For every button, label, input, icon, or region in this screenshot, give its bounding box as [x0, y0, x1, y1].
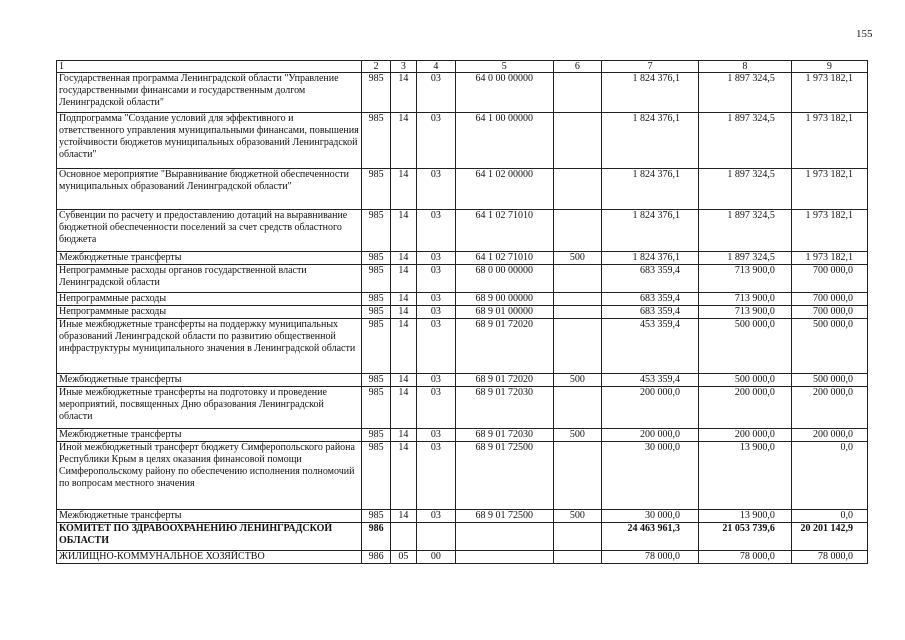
row-value-2-cell: 1 897 324,5 [698, 169, 791, 210]
row-value-1-cell: 30 000,0 [602, 442, 699, 510]
row-expense-type-cell [553, 442, 602, 510]
header-col-7: 7 [602, 61, 699, 73]
row-value-1-cell: 200 000,0 [602, 387, 699, 429]
row-name-cell: Государственная программа Ленинградской области "Управление государственными финансами и государственным долгом Ленинградской области" [57, 73, 362, 113]
table-row [57, 210, 868, 252]
row-value-1-cell: 78 000,0 [602, 551, 699, 564]
row-expense-type-cell [553, 293, 602, 306]
row-code-cell: 986 [362, 551, 390, 564]
row-value-2-cell: 500 000,0 [698, 374, 791, 387]
row-expense-type-cell: 500 [553, 429, 602, 442]
row-expense-type-cell [553, 169, 602, 210]
table-row [57, 293, 868, 306]
row-target-cell: 68 9 01 72030 [455, 387, 553, 429]
row-value-1-cell: 1 824 376,1 [602, 113, 699, 169]
row-code-cell: 985 [362, 73, 390, 113]
row-name-cell: Межбюджетные трансферты [57, 252, 362, 265]
row-value-1-cell: 1 824 376,1 [602, 210, 699, 252]
row-value-3-cell: 500 000,0 [791, 374, 867, 387]
row-target-cell [455, 551, 553, 564]
row-target-cell: 68 9 01 00000 [455, 306, 553, 319]
row-value-2-cell: 713 900,0 [698, 306, 791, 319]
row-target-cell: 64 1 02 00000 [455, 169, 553, 210]
table-row [57, 442, 868, 510]
row-expense-type-cell [553, 265, 602, 293]
row-value-3-cell: 700 000,0 [791, 265, 867, 293]
row-expense-type-cell [553, 73, 602, 113]
row-name-cell: Основное мероприятие "Выравнивание бюджетной обеспеченности муниципальных образований Ленинградской области" [57, 169, 362, 210]
row-name-cell: Межбюджетные трансферты [57, 374, 362, 387]
table-row [57, 523, 868, 551]
row-name-cell: Непрограммные расходы [57, 306, 362, 319]
row-code-cell: 985 [362, 169, 390, 210]
table-row [57, 169, 868, 210]
row-target-cell: 68 9 01 72030 [455, 429, 553, 442]
row-value-3-cell: 20 201 142,9 [791, 523, 867, 551]
row-subsection-cell: 03 [416, 319, 455, 374]
row-target-cell: 68 9 00 00000 [455, 293, 553, 306]
row-section-cell [390, 523, 416, 551]
row-subsection-cell: 03 [416, 510, 455, 523]
row-subsection-cell: 03 [416, 387, 455, 429]
row-target-cell: 68 9 01 72500 [455, 442, 553, 510]
row-section-cell: 05 [390, 551, 416, 564]
row-code-cell: 985 [362, 252, 390, 265]
header-col-8: 8 [698, 61, 791, 73]
row-value-3-cell: 1 973 182,1 [791, 252, 867, 265]
row-value-2-cell: 78 000,0 [698, 551, 791, 564]
row-name-cell: Субвенции по расчету и предоставлению дотаций на выравнивание бюджетной обеспеченности поселений за счет средств областного бюджета [57, 210, 362, 252]
row-section-cell: 14 [390, 265, 416, 293]
row-section-cell: 14 [390, 252, 416, 265]
row-target-cell [455, 523, 553, 551]
row-section-cell: 14 [390, 113, 416, 169]
row-value-1-cell: 683 359,4 [602, 265, 699, 293]
header-col-4: 4 [416, 61, 455, 73]
row-value-3-cell: 200 000,0 [791, 429, 867, 442]
table-row [57, 252, 868, 265]
row-value-3-cell: 0,0 [791, 442, 867, 510]
row-code-cell: 985 [362, 306, 390, 319]
row-subsection-cell: 03 [416, 306, 455, 319]
table-row [57, 319, 868, 374]
budget-table [56, 60, 868, 564]
row-value-1-cell: 453 359,4 [602, 319, 699, 374]
row-subsection-cell: 03 [416, 293, 455, 306]
row-code-cell: 985 [362, 319, 390, 374]
row-value-2-cell: 1 897 324,5 [698, 210, 791, 252]
row-expense-type-cell: 500 [553, 374, 602, 387]
row-subsection-cell: 03 [416, 252, 455, 265]
row-subsection-cell: 03 [416, 429, 455, 442]
row-value-3-cell: 500 000,0 [791, 319, 867, 374]
table-row [57, 374, 868, 387]
row-value-3-cell: 1 973 182,1 [791, 210, 867, 252]
row-value-1-cell: 200 000,0 [602, 429, 699, 442]
header-col-6: 6 [553, 61, 602, 73]
row-value-1-cell: 30 000,0 [602, 510, 699, 523]
row-value-3-cell: 78 000,0 [791, 551, 867, 564]
row-target-cell: 64 1 02 71010 [455, 252, 553, 265]
table-row [57, 551, 868, 564]
row-name-cell: Иные межбюджетные трансферты на поддержку муниципальных образований Ленинградской области по развитию общественной инфраструктуры муниципального значения в Ленинградской области [57, 319, 362, 374]
row-section-cell: 14 [390, 319, 416, 374]
table-row [57, 510, 868, 523]
header-col-1: 1 [57, 61, 362, 73]
row-value-1-cell: 683 359,4 [602, 306, 699, 319]
row-name-cell: Непрограммные расходы органов государственной власти Ленинградской области [57, 265, 362, 293]
row-expense-type-cell: 500 [553, 510, 602, 523]
row-section-cell: 14 [390, 73, 416, 113]
row-subsection-cell: 03 [416, 113, 455, 169]
row-value-2-cell: 1 897 324,5 [698, 73, 791, 113]
row-expense-type-cell [553, 387, 602, 429]
row-value-1-cell: 1 824 376,1 [602, 169, 699, 210]
row-expense-type-cell [553, 551, 602, 564]
table-row [57, 265, 868, 293]
row-expense-type-cell: 500 [553, 252, 602, 265]
row-value-2-cell: 500 000,0 [698, 319, 791, 374]
table-row [57, 429, 868, 442]
row-value-2-cell: 200 000,0 [698, 429, 791, 442]
row-value-1-cell: 1 824 376,1 [602, 252, 699, 265]
row-subsection-cell [416, 523, 455, 551]
table-header-row [57, 61, 868, 73]
row-target-cell: 64 1 00 00000 [455, 113, 553, 169]
row-code-cell: 986 [362, 523, 390, 551]
row-section-cell: 14 [390, 387, 416, 429]
header-col-9: 9 [791, 61, 867, 73]
row-section-cell: 14 [390, 510, 416, 523]
row-section-cell: 14 [390, 442, 416, 510]
table-row [57, 306, 868, 319]
row-target-cell: 68 9 01 72020 [455, 374, 553, 387]
row-target-cell: 64 1 02 71010 [455, 210, 553, 252]
row-subsection-cell: 03 [416, 210, 455, 252]
header-col-3: 3 [390, 61, 416, 73]
row-value-2-cell: 200 000,0 [698, 387, 791, 429]
row-subsection-cell: 03 [416, 73, 455, 113]
row-value-3-cell: 700 000,0 [791, 293, 867, 306]
row-expense-type-cell [553, 113, 602, 169]
row-target-cell: 68 9 01 72500 [455, 510, 553, 523]
row-value-3-cell: 1 973 182,1 [791, 169, 867, 210]
row-target-cell: 68 9 01 72020 [455, 319, 553, 374]
row-code-cell: 985 [362, 210, 390, 252]
row-value-3-cell: 0,0 [791, 510, 867, 523]
row-value-2-cell: 713 900,0 [698, 265, 791, 293]
row-section-cell: 14 [390, 429, 416, 442]
row-expense-type-cell [553, 523, 602, 551]
row-value-3-cell: 200 000,0 [791, 387, 867, 429]
table-row [57, 113, 868, 169]
row-name-cell: Иной межбюджетный трансферт бюджету Симферопольского района Республики Крым в целях оказания финансовой помощи Симферопольскому району по обеспечению исполнения полномочий по вопросам местного значения [57, 442, 362, 510]
row-section-cell: 14 [390, 374, 416, 387]
row-target-cell: 68 0 00 00000 [455, 265, 553, 293]
row-code-cell: 985 [362, 429, 390, 442]
row-value-3-cell: 1 973 182,1 [791, 113, 867, 169]
row-value-2-cell: 713 900,0 [698, 293, 791, 306]
header-col-5: 5 [455, 61, 553, 73]
page-number: 155 [856, 28, 873, 40]
row-value-1-cell: 1 824 376,1 [602, 73, 699, 113]
table-row [57, 73, 868, 113]
row-value-2-cell: 1 897 324,5 [698, 113, 791, 169]
row-code-cell: 985 [362, 510, 390, 523]
row-expense-type-cell [553, 319, 602, 374]
row-code-cell: 985 [362, 387, 390, 429]
row-code-cell: 985 [362, 265, 390, 293]
row-value-3-cell: 700 000,0 [791, 306, 867, 319]
row-code-cell: 985 [362, 113, 390, 169]
row-subsection-cell: 00 [416, 551, 455, 564]
table-body [57, 73, 868, 564]
row-target-cell: 64 0 00 00000 [455, 73, 553, 113]
row-expense-type-cell [553, 306, 602, 319]
row-value-2-cell: 13 900,0 [698, 442, 791, 510]
row-value-1-cell: 24 463 961,3 [602, 523, 699, 551]
row-subsection-cell: 03 [416, 442, 455, 510]
row-value-1-cell: 453 359,4 [602, 374, 699, 387]
row-value-2-cell: 1 897 324,5 [698, 252, 791, 265]
row-name-cell: Межбюджетные трансферты [57, 429, 362, 442]
row-name-cell: Непрограммные расходы [57, 293, 362, 306]
row-section-cell: 14 [390, 210, 416, 252]
row-name-cell: ЖИЛИЩНО-КОММУНАЛЬНОЕ ХОЗЯЙСТВО [57, 551, 362, 564]
row-section-cell: 14 [390, 306, 416, 319]
row-code-cell: 985 [362, 374, 390, 387]
row-name-cell: Межбюджетные трансферты [57, 510, 362, 523]
row-code-cell: 985 [362, 293, 390, 306]
table-row [57, 387, 868, 429]
row-section-cell: 14 [390, 293, 416, 306]
row-name-cell: КОМИТЕТ ПО ЗДРАВООХРАНЕНИЮ ЛЕНИНГРАДСКОЙ ОБЛАСТИ [57, 523, 362, 551]
row-value-2-cell: 13 900,0 [698, 510, 791, 523]
row-expense-type-cell [553, 210, 602, 252]
header-col-2: 2 [362, 61, 390, 73]
row-section-cell: 14 [390, 169, 416, 210]
row-code-cell: 985 [362, 442, 390, 510]
row-value-1-cell: 683 359,4 [602, 293, 699, 306]
row-subsection-cell: 03 [416, 265, 455, 293]
row-name-cell: Иные межбюджетные трансферты на подготовку и проведение мероприятий, посвященных Дню образования Ленинградской области [57, 387, 362, 429]
row-value-3-cell: 1 973 182,1 [791, 73, 867, 113]
row-subsection-cell: 03 [416, 374, 455, 387]
row-name-cell: Подпрограмма "Создание условий для эффективного и ответственного управления муниципальными финансами, повышения устойчивости бюджетов муниципальных образований Ленинградской области" [57, 113, 362, 169]
row-value-2-cell: 21 053 739,6 [698, 523, 791, 551]
row-subsection-cell: 03 [416, 169, 455, 210]
